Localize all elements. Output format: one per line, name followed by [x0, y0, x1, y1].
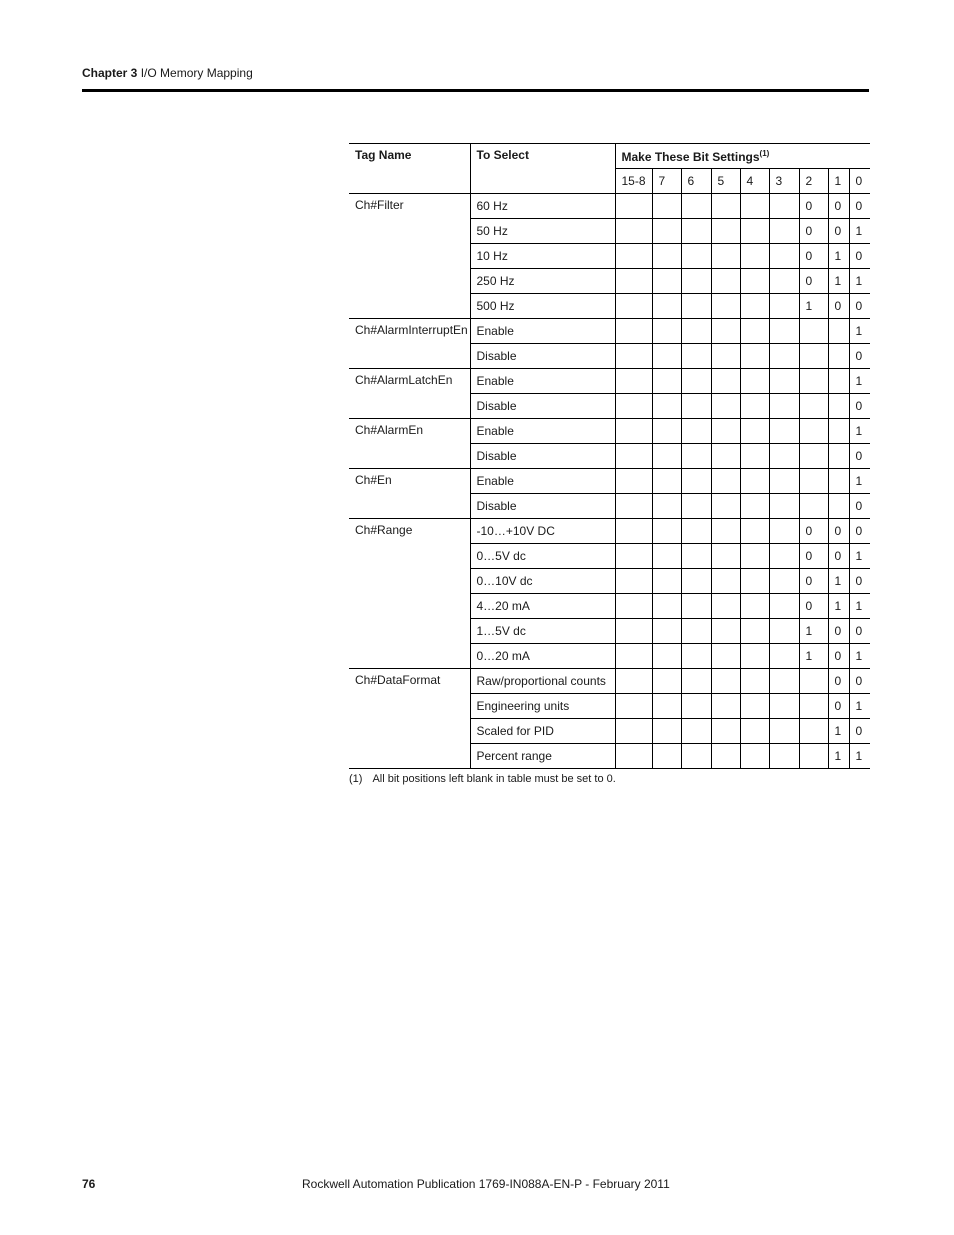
bit-value-cell [828, 469, 849, 494]
bit-value-cell [828, 394, 849, 419]
select-option-cell: 250 Hz [470, 269, 615, 294]
bit-value-cell: 1 [799, 619, 828, 644]
bit-value-cell: 0 [849, 569, 870, 594]
bit-value-cell: 0 [799, 269, 828, 294]
bit-value-cell: 0 [849, 344, 870, 369]
bit-value-cell [799, 394, 828, 419]
bit-value-cell [681, 319, 711, 344]
bit-value-cell [711, 444, 740, 469]
bit-value-cell: 0 [828, 669, 849, 694]
bit-value-cell [799, 744, 828, 769]
bit-value-cell [769, 269, 799, 294]
publication-info: Rockwell Automation Publication 1769-IN088A-EN-P - February 2011 [302, 1177, 670, 1191]
select-option-cell: Enable [470, 369, 615, 394]
bit-value-cell: 1 [828, 269, 849, 294]
table-row [349, 319, 870, 344]
bit-value-cell [711, 719, 740, 744]
bit-value-cell [681, 669, 711, 694]
bit-value-cell: 0 [799, 519, 828, 544]
bit-value-cell: 0 [849, 719, 870, 744]
bit-value-cell [652, 394, 681, 419]
bit-value-cell [681, 594, 711, 619]
bit-value-cell [769, 544, 799, 569]
bit-value-cell [615, 619, 652, 644]
tag-name-cell: Ch#Range [349, 519, 470, 669]
tag-name-cell: Ch#DataFormat [349, 669, 470, 769]
table-footnote [349, 773, 616, 785]
footnote-mark: (1) [349, 773, 363, 785]
bit-value-cell [740, 419, 769, 444]
select-option-cell: 0…10V dc [470, 569, 615, 594]
tag-name-cell: Ch#AlarmInterruptEn [349, 319, 470, 369]
bit-value-cell [681, 394, 711, 419]
bit-value-cell: 0 [849, 394, 870, 419]
bit-value-cell: 1 [828, 569, 849, 594]
bit-value-cell [711, 319, 740, 344]
bit-value-cell [681, 219, 711, 244]
bit-value-cell: 1 [849, 694, 870, 719]
bit-value-cell [740, 519, 769, 544]
bit-value-cell [652, 444, 681, 469]
bit-value-cell [681, 519, 711, 544]
bit-value-cell [769, 744, 799, 769]
bit-value-cell [615, 744, 652, 769]
bit-value-cell: 0 [828, 294, 849, 319]
bit-value-cell: 0 [799, 194, 828, 219]
bit-value-cell [740, 219, 769, 244]
bit-value-cell: 0 [828, 219, 849, 244]
bit-value-cell [681, 619, 711, 644]
bit-value-cell [740, 719, 769, 744]
bit-value-cell [769, 369, 799, 394]
table-row [349, 194, 870, 219]
bit-value-cell [769, 244, 799, 269]
bit-value-cell: 1 [849, 744, 870, 769]
bit-value-cell: 0 [799, 569, 828, 594]
bit-value-cell: 0 [799, 544, 828, 569]
bit-value-cell [711, 194, 740, 219]
bit-value-cell: 1 [849, 419, 870, 444]
bit-value-cell [740, 244, 769, 269]
bit-value-cell [711, 494, 740, 519]
bit-value-cell [652, 669, 681, 694]
bit-value-cell [711, 269, 740, 294]
bit-value-cell [615, 719, 652, 744]
bit-value-cell [711, 694, 740, 719]
bit-value-cell [652, 594, 681, 619]
bit-value-cell [711, 644, 740, 669]
bit-value-cell [828, 419, 849, 444]
bit-value-cell [652, 244, 681, 269]
bit-value-cell [769, 644, 799, 669]
bit-value-cell: 0 [849, 519, 870, 544]
select-option-cell: Enable [470, 469, 615, 494]
select-option-cell: Enable [470, 319, 615, 344]
bit-position-header: 6 [681, 169, 711, 194]
bit-value-cell [828, 369, 849, 394]
table-row [349, 369, 870, 394]
bit-position-header: 7 [652, 169, 681, 194]
bit-value-cell [615, 594, 652, 619]
bit-value-cell: 0 [849, 294, 870, 319]
bit-value-cell: 0 [828, 619, 849, 644]
bit-value-cell: 0 [799, 244, 828, 269]
table-row [349, 519, 870, 544]
bit-value-cell [681, 369, 711, 394]
bit-position-header: 15-8 [615, 169, 652, 194]
bit-value-cell: 0 [799, 219, 828, 244]
bit-value-cell [615, 219, 652, 244]
tag-name-cell: Ch#En [349, 469, 470, 519]
bit-value-cell [652, 619, 681, 644]
tag-name-cell: Ch#Filter [349, 194, 470, 319]
bit-value-cell [769, 669, 799, 694]
select-option-cell: 50 Hz [470, 219, 615, 244]
bit-value-cell [799, 494, 828, 519]
running-header [82, 66, 253, 80]
select-option-cell: 10 Hz [470, 244, 615, 269]
bit-value-cell [740, 619, 769, 644]
bit-value-cell: 0 [849, 244, 870, 269]
bit-value-cell: 0 [828, 644, 849, 669]
select-option-cell: Enable [470, 419, 615, 444]
bit-value-cell [799, 669, 828, 694]
bit-value-cell [681, 294, 711, 319]
bit-value-cell [615, 494, 652, 519]
bit-value-cell: 1 [849, 594, 870, 619]
bit-value-cell [652, 294, 681, 319]
bit-value-cell [799, 694, 828, 719]
bit-value-cell [740, 644, 769, 669]
bit-value-cell: 1 [828, 594, 849, 619]
bit-value-cell [799, 319, 828, 344]
bit-value-cell: 1 [799, 294, 828, 319]
bit-value-cell [828, 494, 849, 519]
bit-value-cell [740, 494, 769, 519]
bit-value-cell: 0 [828, 194, 849, 219]
table-row [349, 419, 870, 444]
bit-value-cell [681, 419, 711, 444]
bit-value-cell: 1 [828, 244, 849, 269]
bit-value-cell: 1 [849, 369, 870, 394]
bit-value-cell [615, 344, 652, 369]
bit-value-cell [711, 544, 740, 569]
bit-value-cell [740, 669, 769, 694]
bit-value-cell [711, 744, 740, 769]
bit-value-cell [769, 344, 799, 369]
bit-value-cell [711, 594, 740, 619]
bit-value-cell [711, 469, 740, 494]
bit-value-cell [769, 394, 799, 419]
bit-value-cell [828, 444, 849, 469]
bit-value-cell [615, 469, 652, 494]
bit-value-cell [769, 719, 799, 744]
bit-value-cell [615, 419, 652, 444]
bit-value-cell: 1 [828, 719, 849, 744]
table-row [349, 469, 870, 494]
bit-value-cell [740, 744, 769, 769]
bit-value-cell [615, 444, 652, 469]
bit-value-cell [740, 194, 769, 219]
bit-value-cell [681, 719, 711, 744]
bit-value-cell [652, 494, 681, 519]
bit-value-cell [828, 319, 849, 344]
bit-value-cell [652, 469, 681, 494]
select-option-cell: 0…20 mA [470, 644, 615, 669]
bit-value-cell [711, 344, 740, 369]
bit-value-cell [615, 244, 652, 269]
bit-value-cell [711, 619, 740, 644]
bit-value-cell: 0 [799, 594, 828, 619]
bit-value-cell [711, 294, 740, 319]
bit-value-cell [740, 469, 769, 494]
bit-value-cell [828, 344, 849, 369]
bit-value-cell [799, 444, 828, 469]
bit-value-cell [652, 269, 681, 294]
bit-value-cell [652, 719, 681, 744]
bit-value-cell: 0 [849, 194, 870, 219]
bit-value-cell [681, 544, 711, 569]
bit-value-cell [769, 494, 799, 519]
bit-value-cell [615, 644, 652, 669]
table-body [349, 194, 870, 769]
select-option-cell: 4…20 mA [470, 594, 615, 619]
bit-value-cell: 1 [849, 269, 870, 294]
select-option-cell: -10…+10V DC [470, 519, 615, 544]
bit-value-cell [615, 319, 652, 344]
select-option-cell: Percent range [470, 744, 615, 769]
bit-value-cell [615, 669, 652, 694]
bit-value-cell [652, 694, 681, 719]
select-option-cell: 60 Hz [470, 194, 615, 219]
bit-value-cell [769, 319, 799, 344]
bit-value-cell [740, 444, 769, 469]
footnote-reference: (1) [759, 148, 770, 158]
bit-value-cell [681, 569, 711, 594]
bit-value-cell [681, 469, 711, 494]
bit-value-cell [711, 669, 740, 694]
bit-value-cell: 0 [828, 544, 849, 569]
bit-value-cell [681, 269, 711, 294]
bit-value-cell [769, 619, 799, 644]
bit-value-cell [681, 494, 711, 519]
bit-value-cell [769, 219, 799, 244]
bit-value-cell [769, 444, 799, 469]
bit-position-header: 0 [849, 169, 870, 194]
bit-value-cell [681, 194, 711, 219]
bit-value-cell [615, 294, 652, 319]
bit-value-cell [740, 394, 769, 419]
bit-value-cell [652, 369, 681, 394]
bit-value-cell: 0 [849, 619, 870, 644]
bit-value-cell [652, 644, 681, 669]
bit-position-header: 1 [828, 169, 849, 194]
bit-value-cell [711, 419, 740, 444]
bit-value-cell: 1 [849, 219, 870, 244]
select-option-cell: 1…5V dc [470, 619, 615, 644]
bit-value-cell [652, 569, 681, 594]
bit-value-cell [740, 294, 769, 319]
bit-value-cell [740, 269, 769, 294]
bit-value-cell [769, 519, 799, 544]
bit-value-cell [615, 369, 652, 394]
bit-value-cell [799, 469, 828, 494]
bit-value-cell [740, 694, 769, 719]
bit-value-cell: 1 [849, 319, 870, 344]
select-option-cell: 500 Hz [470, 294, 615, 319]
bit-value-cell [652, 319, 681, 344]
bit-value-cell [740, 369, 769, 394]
bit-value-cell [652, 194, 681, 219]
bit-value-cell [711, 369, 740, 394]
bit-value-cell [652, 419, 681, 444]
bit-value-cell [615, 269, 652, 294]
bit-value-cell [769, 569, 799, 594]
bit-value-cell [652, 544, 681, 569]
bit-value-cell: 1 [799, 644, 828, 669]
bit-value-cell [799, 419, 828, 444]
bit-position-header: 3 [769, 169, 799, 194]
bit-value-cell [681, 694, 711, 719]
bit-value-cell [681, 644, 711, 669]
bit-position-header: 5 [711, 169, 740, 194]
bit-value-cell [615, 544, 652, 569]
bit-value-cell [799, 719, 828, 744]
bit-value-cell [740, 594, 769, 619]
select-option-cell: Scaled for PID [470, 719, 615, 744]
select-option-cell: 0…5V dc [470, 544, 615, 569]
table-row [349, 669, 870, 694]
bit-settings-label: Make These Bit Settings [621, 149, 760, 164]
select-option-cell: Disable [470, 344, 615, 369]
bit-value-cell [615, 694, 652, 719]
select-option-cell: Raw/proportional counts [470, 669, 615, 694]
bit-value-cell [711, 569, 740, 594]
bit-value-cell [615, 569, 652, 594]
bit-value-cell [769, 694, 799, 719]
bit-value-cell [681, 244, 711, 269]
bit-value-cell [769, 419, 799, 444]
bit-value-cell: 0 [849, 444, 870, 469]
bit-value-cell [769, 194, 799, 219]
bit-value-cell [711, 519, 740, 544]
bit-value-cell [740, 569, 769, 594]
bit-value-cell [681, 344, 711, 369]
select-option-cell: Disable [470, 394, 615, 419]
bit-position-header: 4 [740, 169, 769, 194]
column-header-to-select: To Select [470, 144, 615, 194]
bit-value-cell: 1 [849, 469, 870, 494]
bit-value-cell [711, 394, 740, 419]
bit-value-cell [711, 219, 740, 244]
bit-value-cell [799, 369, 828, 394]
bit-value-cell [615, 519, 652, 544]
bit-value-cell [652, 519, 681, 544]
chapter-title: I/O Memory Mapping [140, 66, 253, 80]
bit-value-cell [769, 294, 799, 319]
select-option-cell: Disable [470, 444, 615, 469]
select-option-cell: Disable [470, 494, 615, 519]
bit-position-header: 2 [799, 169, 828, 194]
chapter-label: Chapter 3 [82, 66, 138, 80]
tag-name-cell: Ch#AlarmEn [349, 419, 470, 469]
bit-value-cell [740, 344, 769, 369]
bit-value-cell [799, 344, 828, 369]
bit-value-cell: 0 [849, 669, 870, 694]
bit-value-cell [740, 544, 769, 569]
select-option-cell: Engineering units [470, 694, 615, 719]
bit-value-cell [769, 594, 799, 619]
bit-value-cell [681, 744, 711, 769]
bit-value-cell [711, 244, 740, 269]
footnote-text: All bit positions left blank in table must be set to 0. [372, 773, 616, 785]
bit-value-cell [652, 344, 681, 369]
column-header-bit-settings [615, 144, 870, 169]
page-number: 76 [82, 1177, 96, 1191]
bit-value-cell [652, 744, 681, 769]
bit-value-cell [740, 319, 769, 344]
bit-value-cell [652, 219, 681, 244]
tag-name-cell: Ch#AlarmLatchEn [349, 369, 470, 419]
bit-value-cell: 1 [849, 644, 870, 669]
bit-value-cell: 1 [849, 544, 870, 569]
bit-value-cell: 0 [828, 694, 849, 719]
bit-value-cell: 1 [828, 744, 849, 769]
bit-settings-table [349, 143, 870, 769]
column-header-tag-name: Tag Name [349, 144, 470, 194]
bit-value-cell [615, 394, 652, 419]
bit-value-cell [769, 469, 799, 494]
bit-value-cell [681, 444, 711, 469]
bit-value-cell: 0 [849, 494, 870, 519]
bit-value-cell [615, 194, 652, 219]
bit-value-cell: 0 [828, 519, 849, 544]
header-rule [82, 89, 869, 92]
